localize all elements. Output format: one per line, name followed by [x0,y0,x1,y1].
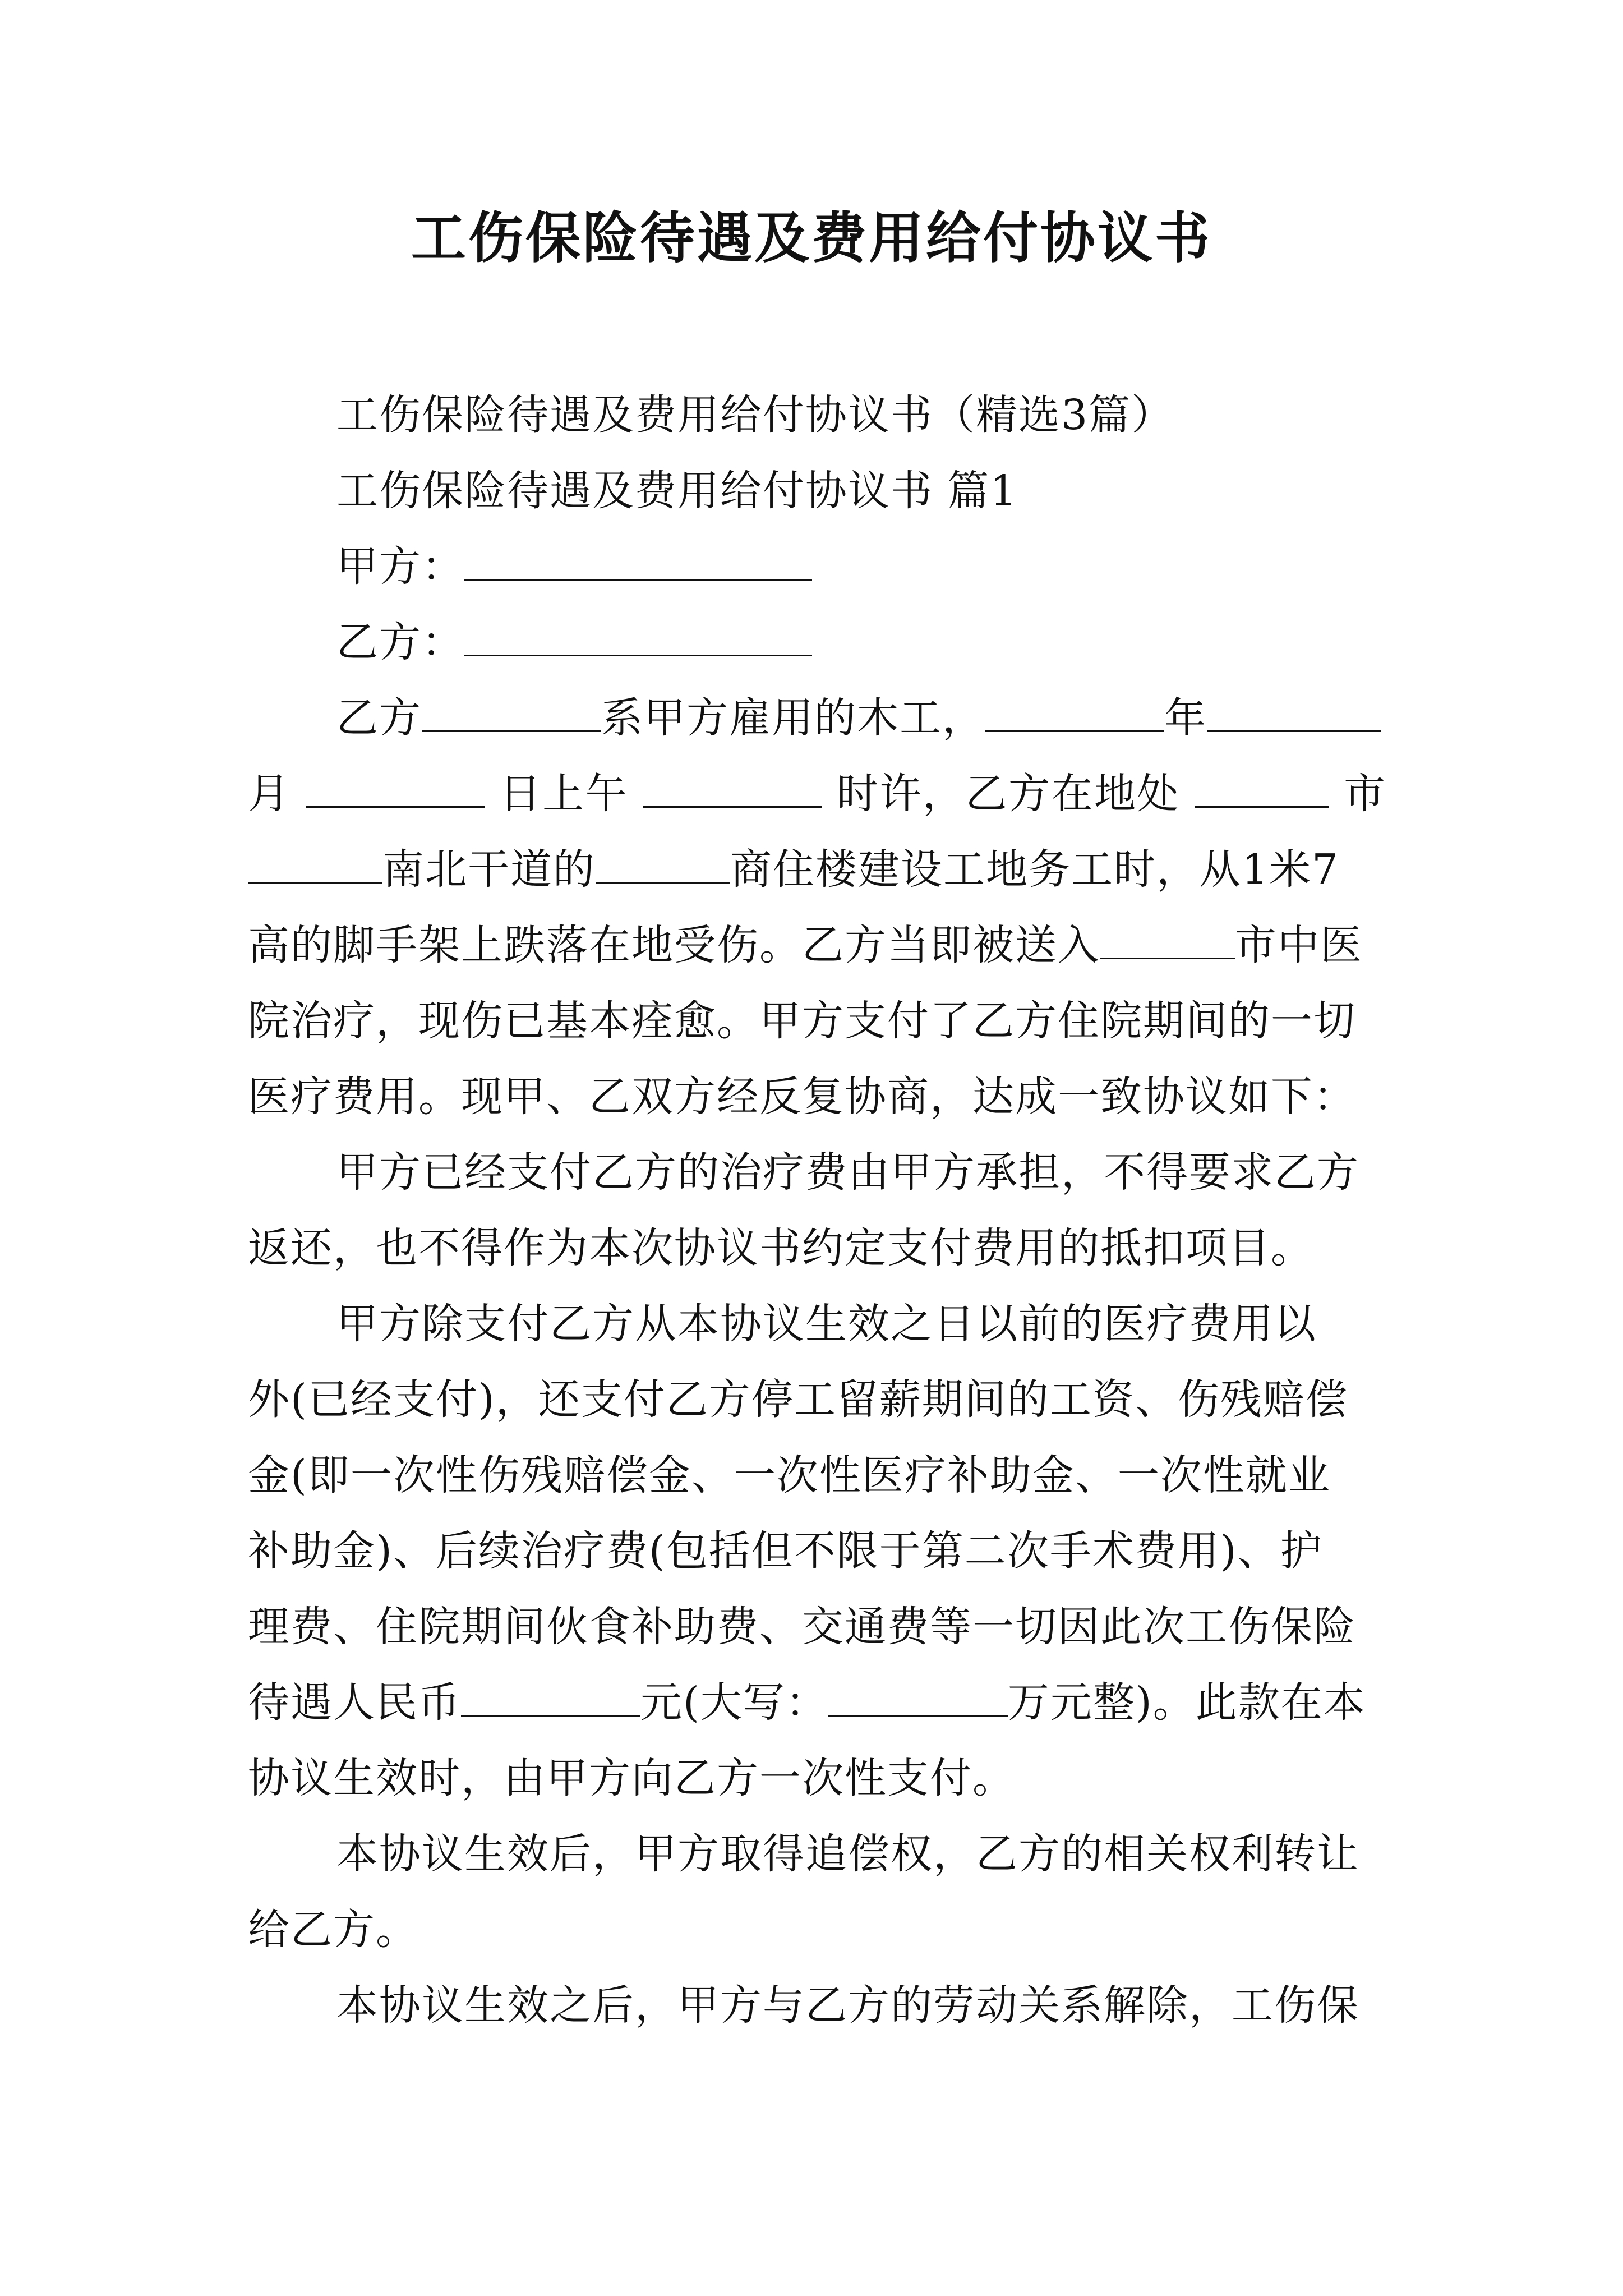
para1-text: 日上午 [499,770,628,818]
para1-line4 [248,917,1386,973]
road-blank[interactable] [248,843,382,884]
para3-line1: 甲方除支付乙方从本协议生效之日以前的医疗费用以 [336,1300,1317,1348]
para4-line1: 本协议生效后，甲方取得追偿权，乙方的相关权利转让 [336,1830,1359,1878]
para1-text: 市 [1343,770,1386,818]
party-a-blank[interactable] [464,540,812,581]
party-b-blank[interactable] [464,615,812,656]
para1-text: 时许，乙方在地处 [837,770,1180,818]
para3-line6 [248,1674,1386,1731]
para3-line2: 外(已经支付)，还支付乙方停工留薪期间的工资、伤残赔偿 [248,1375,1348,1424]
para3-line5: 理费、住院期间伙食补助费、交通费等一切因此次工伤保险 [248,1603,1356,1651]
para3-line4: 补助金)、后续治疗费(包括但不限于第二次手术费用)、护 [248,1527,1323,1575]
amount-capital-blank[interactable] [828,1676,1008,1717]
para5-line1: 本协议生效之后，甲方与乙方的劳动关系解除，工伤保 [336,1981,1359,2030]
para1-text: 商住楼建设工地务工时，从1米7 [730,845,1340,894]
para1-text: 系甲方雇用的木工， [601,694,985,742]
hospital-city-blank[interactable] [1100,918,1235,959]
party-a-line [336,539,1386,595]
para1-line3 [248,841,1386,898]
para2-line1: 甲方已经支付乙方的治疗费由甲方承担，不得要求乙方 [336,1148,1359,1197]
para1-text: 市中医 [1235,921,1363,969]
para1-line6: 医疗费用。现甲、乙双方经反复协商，达成一致协议如下： [248,1073,1356,1121]
party-b-line [336,614,1386,670]
amount-blank[interactable] [461,1676,640,1717]
para1-text: 高的脚手架上跌落在地受伤。乙方当即被送入 [248,921,1100,969]
para3-text: 万元整)。此款在本 [1007,1678,1366,1727]
para1-line2 [248,766,1386,822]
party-b-label: 乙方： [336,618,464,666]
para1-text: 南北干道的 [382,845,596,894]
document-subtitle: 工伤保险待遇及费用给付协议书（精选3篇） [336,391,1174,439]
para1-line5: 院治疗，现伤已基本痊愈。甲方支付了乙方住院期间的一切 [248,997,1356,1045]
para1-line1 [336,690,1386,746]
para3-line3: 金(即一次性伤残赔偿金、一次性医疗补助金、一次性就业 [248,1451,1331,1499]
para2-line2: 返还，也不得作为本次协议书约定支付费用的抵扣项目。 [248,1224,1313,1272]
para1-text: 年 [1164,694,1207,742]
para1-text: 乙方 [336,694,422,742]
para3-text: 待遇人民币 [248,1678,461,1727]
city-blank[interactable] [1195,767,1329,808]
para4-line2: 给乙方。 [248,1906,418,1954]
party-a-label: 甲方： [336,542,464,591]
document-title: 工伤保险待遇及费用给付协议书 [411,206,1212,270]
building-blank[interactable] [596,843,730,884]
para3-text: 元(大写： [640,1678,828,1727]
para1-text: 月 [248,770,291,818]
section-heading: 工伤保险待遇及费用给付协议书 篇1 [336,467,1018,515]
year-blank[interactable] [985,691,1164,732]
month-blank[interactable] [1207,691,1381,732]
worker-name-blank[interactable] [422,691,601,732]
para3-line7: 协议生效时，由甲方向乙方一次性支付。 [248,1754,1015,1802]
day-blank[interactable] [306,767,485,808]
hour-blank[interactable] [643,767,822,808]
